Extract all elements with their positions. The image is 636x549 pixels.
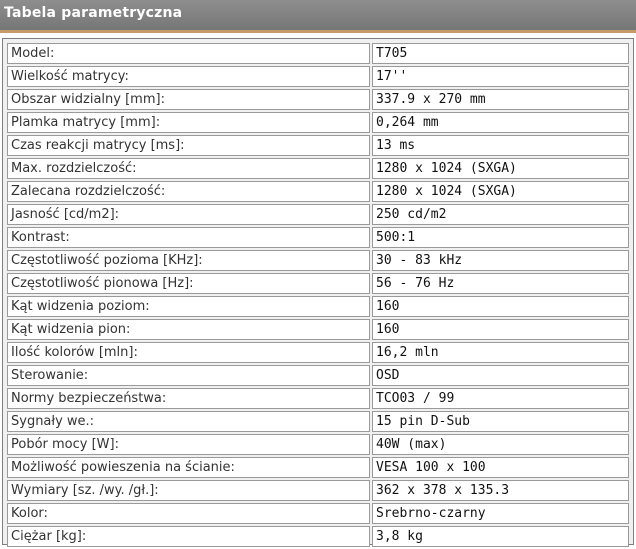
row-value: 13 ms xyxy=(372,135,629,156)
row-value: 337.9 x 270 mm xyxy=(372,89,629,110)
table-row xyxy=(7,181,629,202)
table-row xyxy=(7,89,629,110)
table-row xyxy=(7,273,629,294)
table-row xyxy=(7,434,629,455)
table-row xyxy=(7,227,629,248)
row-label: Kolor: xyxy=(7,503,370,524)
row-label: Ilość kolorów [mln]: xyxy=(7,342,370,363)
table-row xyxy=(7,158,629,179)
row-label: Wymiary [sz. /wy. /gł.]: xyxy=(7,480,370,501)
row-value: Srebrno-czarny xyxy=(372,503,629,524)
row-value: 30 - 83 kHz xyxy=(372,250,629,271)
row-label: Plamka matrycy [mm]: xyxy=(7,112,370,133)
table-row xyxy=(7,43,629,64)
row-value: 1280 x 1024 (SXGA) xyxy=(372,181,629,202)
row-label: Wielkość matrycy: xyxy=(7,66,370,87)
row-label: Ciężar [kg]: xyxy=(7,526,370,547)
row-label: Możliwość powieszenia na ścianie: xyxy=(7,457,370,478)
row-value: 16,2 mln xyxy=(372,342,629,363)
table-row xyxy=(7,526,629,547)
row-label: Kąt widzenia pion: xyxy=(7,319,370,340)
table-row xyxy=(7,457,629,478)
row-value: 0,264 mm xyxy=(372,112,629,133)
row-value: 160 xyxy=(372,319,629,340)
spec-table xyxy=(5,41,631,549)
table-row xyxy=(7,112,629,133)
row-value: 3,8 kg xyxy=(372,526,629,547)
table-row xyxy=(7,411,629,432)
row-value: 17'' xyxy=(372,66,629,87)
row-label: Sygnały we.: xyxy=(7,411,370,432)
row-value: T705 xyxy=(372,43,629,64)
table-row xyxy=(7,365,629,386)
row-label: Kontrast: xyxy=(7,227,370,248)
row-label: Pobór mocy [W]: xyxy=(7,434,370,455)
row-label: Obszar widzialny [mm]: xyxy=(7,89,370,110)
row-label: Częstotliwość pozioma [KHz]: xyxy=(7,250,370,271)
row-label: Częstotliwość pionowa [Hz]: xyxy=(7,273,370,294)
row-label: Czas reakcji matrycy [ms]: xyxy=(7,135,370,156)
table-row xyxy=(7,319,629,340)
row-value: VESA 100 x 100 xyxy=(372,457,629,478)
row-label: Zalecana rozdzielczość: xyxy=(7,181,370,202)
table-row xyxy=(7,204,629,225)
row-value: 362 x 378 x 135.3 xyxy=(372,480,629,501)
table-row xyxy=(7,480,629,501)
row-value: 1280 x 1024 (SXGA) xyxy=(372,158,629,179)
row-value: OSD xyxy=(372,365,629,386)
row-value: 40W (max) xyxy=(372,434,629,455)
row-label: Model: xyxy=(7,43,370,64)
table-row xyxy=(7,66,629,87)
table-row xyxy=(7,250,629,271)
row-label: Sterowanie: xyxy=(7,365,370,386)
title-bar xyxy=(0,0,636,33)
table-row xyxy=(7,135,629,156)
table-row xyxy=(7,342,629,363)
row-value: 500:1 xyxy=(372,227,629,248)
row-label: Kąt widzenia poziom: xyxy=(7,296,370,317)
row-label: Jasność [cd/m2]: xyxy=(7,204,370,225)
panel-title: Tabela parametryczna xyxy=(4,5,183,21)
row-value: 56 - 76 Hz xyxy=(372,273,629,294)
row-label: Normy bezpieczeństwa: xyxy=(7,388,370,409)
table-row xyxy=(7,388,629,409)
row-value: 160 xyxy=(372,296,629,317)
table-row xyxy=(7,503,629,524)
row-value: TCO03 / 99 xyxy=(372,388,629,409)
row-value: 250 cd/m2 xyxy=(372,204,629,225)
row-label: Max. rozdzielczość: xyxy=(7,158,370,179)
spec-table-frame xyxy=(2,38,634,545)
row-value: 15 pin D-Sub xyxy=(372,411,629,432)
table-row xyxy=(7,296,629,317)
